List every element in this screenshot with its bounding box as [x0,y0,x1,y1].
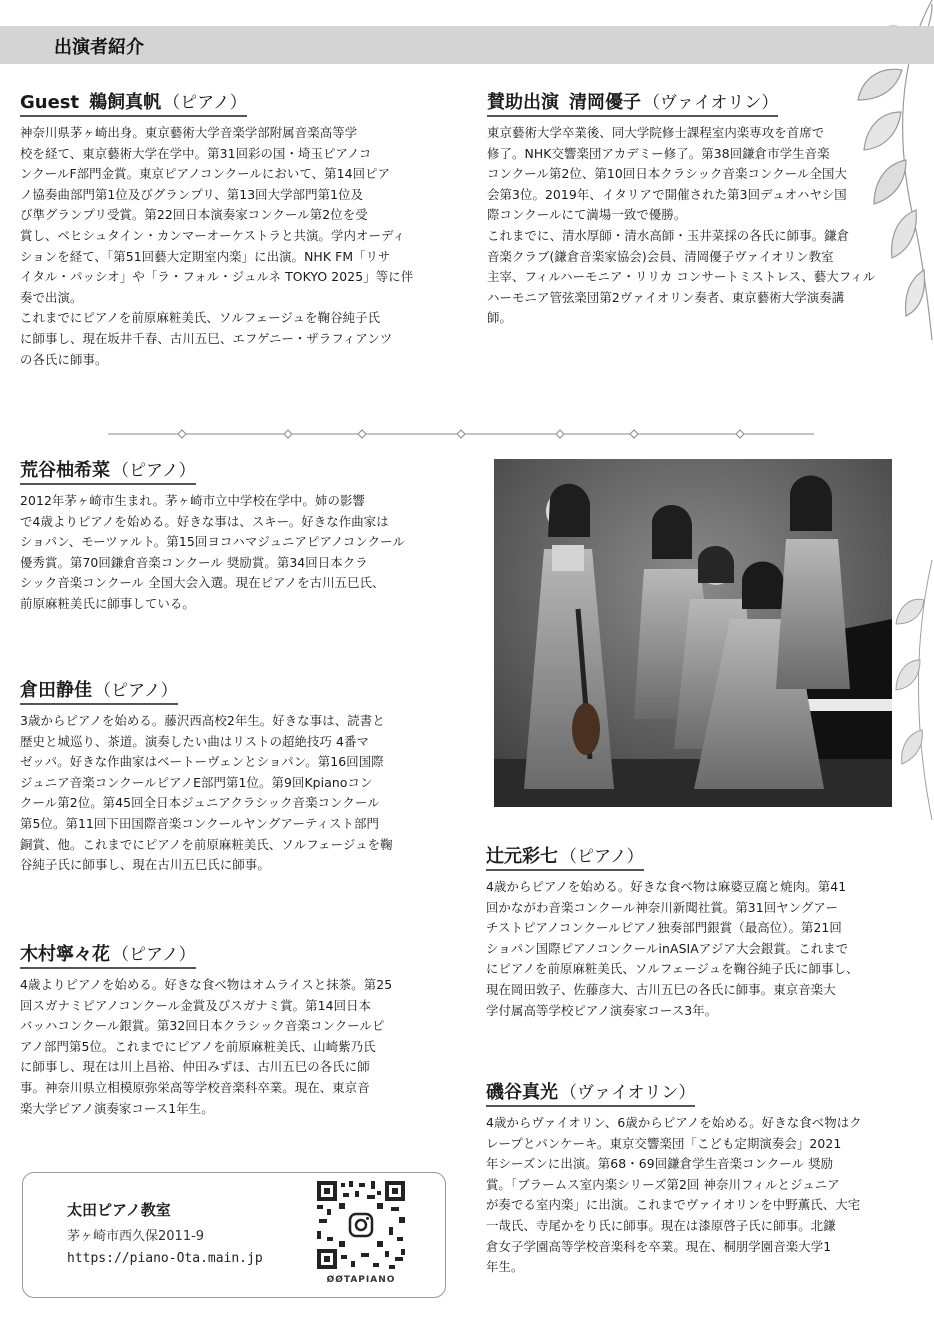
bio-line: アノ部門第5位。これまでにピアノを前原麻粧美氏、山崎紫乃氏 [20,1038,376,1054]
profile-bio [486,877,916,1021]
bio-line: 年生。 [486,1259,524,1275]
bio-line: 事。神奈川県立相模原弥栄高等学校音楽科卒業。現在、東京音 [20,1079,370,1095]
bio-line: に師事し、現在は川上昌裕、仲田みずほ、古川五巳の各氏に師 [20,1059,370,1075]
bio-line: ションを経て、「第51回藝大定期室内楽」に出演。NHK FM「リサ [20,248,391,264]
qr-label: ØØTAPIANO [326,1275,396,1285]
bio-line: ゼッパ。好きな作曲家はベートーヴェンとショパン。第16回国際 [20,754,384,770]
bio-line: 2012年茅ヶ崎市生まれ。茅ヶ崎市立中学校在学中。姉の影響 [20,493,365,508]
profile-name: 鵜飼真帆 [89,92,162,113]
profile-bio [20,123,450,370]
bio-line: 奏で出演。 [20,289,83,305]
school-address: 茅ヶ崎市西久保2011-9 [67,1229,205,1244]
profile-bio [486,1113,916,1278]
bio-line: 修了。NHK交響楽団アカデミー修了。第38回鎌倉市学生音楽 [487,145,830,161]
profile-name: 清岡優子 [569,92,641,113]
bio-line: ジュニア音楽コンクールピアノE部門第1位。第9回Kpianoコン [20,774,373,790]
bio-line: 3歳からピアノを始める。藤沢西高校2年生。好きな事は、読書と [20,713,385,728]
bio-line: これまでに、清水厚師・清水高師・玉井菜採の各氏に師事。鎌倉 [487,227,850,243]
profile-kurata [20,676,470,876]
bio-line: が奏でる室内楽」に出演。これまでヴァイオリンを中野薫氏、大宅 [486,1197,861,1213]
profile-bio [20,711,470,876]
profile-heading [20,940,196,969]
profile-name: 荒谷柚希菜 [20,460,110,481]
profile-bio [20,491,470,615]
profile-role: （ピアノ） [560,847,644,867]
profile-bio [20,975,470,1119]
bio-line: 主宰、フィルハーモニア・リリカ コンサートミストレス、藝大フィル [487,269,876,285]
bio-line: の各氏に師事。 [20,351,108,367]
profile-isoya [486,1078,916,1278]
leaf-decoration-icon [874,560,934,820]
bio-line: 歴史と城巡り、茶道。演奏したい曲はリストの超絶技巧 4番マ [20,733,370,749]
bio-line: イタル・パッシオ」や「ラ・フォル・ジュルネ TOKYO 2025」等に伴 [20,269,414,285]
profile-name: 磯谷真光 [486,1082,558,1103]
profile-heading [20,88,247,117]
bio-line: 現在岡田敦子、佐藤彦大、古川五巳の各氏に師事。東京音楽大 [486,981,836,997]
profile-bio [487,123,912,329]
profile-name: 辻元彩七 [486,846,558,867]
bio-line: 優秀賞。第70回鎌倉音楽コンクール 奨励賞。第34回日本クラ [20,554,368,570]
profile-araya [20,456,470,615]
bio-line: 校を経て、東京藝術大学在学中。第31回彩の国・埼玉ピアノコ [20,145,372,161]
bio-line: ショパン国際ピアノコンクールinASIAアジア大会銀賞。これまで [486,940,849,956]
bio-line: クール第2位。第45回全日本ジュニアクラシック音楽コンクール [20,795,380,811]
bio-line: 第5位。第11回下田国際音楽コンクールヤングアーティスト部門 [20,815,379,831]
profile-name: 倉田静佳 [20,680,92,701]
profile-role: （ピアノ） [163,93,247,113]
profile-name: 木村寧々花 [20,944,110,965]
bio-line: コンクール第2位、第10回日本クラシック音楽コンクール全国大 [487,166,847,182]
bio-line: ノ協奏曲部門第1位及びグランプリ、第13回大学部門第1位及 [20,186,364,202]
profile-role: （ピアノ） [94,681,178,701]
bio-line: 神奈川県茅ヶ崎出身。東京藝術大学音楽学部附属音楽高等学 [20,125,358,140]
profile-role: （ピアノ） [112,945,196,965]
bio-line: 倉女子学園高等学校音楽科を卒業。現在、桐朋学園音楽大学1 [486,1238,832,1254]
bio-line: これまでにピアノを前原麻粧美氏、ソルフェージュを鞠谷純子氏 [20,310,381,326]
bio-line: 4歳よりピアノを始める。好きな食べ物はオムライスと抹茶。第25 [20,977,393,992]
bio-line: 賞し、ベヒシュタイン・カンマーオーケストラと共演。学内オーディ [20,227,405,243]
bio-line: ンクールF部門金賞。東京ピアノコンクールにおいて、第14回ピア [20,166,391,182]
bio-line: 楽大学ピアノ演奏家コース1年生。 [20,1100,214,1116]
bio-line: に師事し、現在坂井千春、古川五巳、エフゲニー・ザラフィアンツ [20,330,393,346]
qr-code-icon[interactable] [315,1179,407,1271]
bio-line: で4歳よりピアノを始める。好きな事は、スキー。好きな作曲家は [20,513,389,529]
bio-line: バッハコンクール銀賞。第32回日本クラシック音楽コンクールピ [20,1018,385,1034]
bio-line: 東京藝術大学卒業後、同大学院修士課程室内楽専攻を首席で [487,125,825,140]
profile-role: （ピアノ） [112,461,196,481]
bio-line: シック音楽コンクール 全国大会入選。現在ピアノを古川五巳氏、 [20,575,385,591]
contact-box [22,1172,446,1298]
bio-line: レープとパンケーキ。東京交響楽団「こども定期演奏会」2021 [486,1135,842,1151]
profile-heading [20,676,178,705]
bio-line: 年シーズンに出演。第68・69回鎌倉学生音楽コンクール 奨励 [486,1156,834,1172]
profile-role: （ヴァイオリン） [643,93,779,113]
profile-prefix: Guest [20,92,80,113]
bio-line: チストピアノコンクールピアノ独奏部門銀賞（最高位）。第21回 [486,920,842,936]
bio-line: 師。 [487,310,512,326]
bio-line: 賞。「ブラームス室内楽シリーズ第2回 神奈川フィルとジュニア [486,1176,840,1192]
bio-line: ショパン、モーツァルト。第15回ヨコハマジュニアピアノコンクール [20,534,405,550]
bio-line: 際コンクールにて満場一致で優勝。 [487,207,687,223]
profile-heading [486,842,644,871]
profile-kiyooka [487,88,912,329]
ornamental-divider [108,428,814,440]
bio-line: 前原麻粧美氏に師事している。 [20,595,195,611]
bio-line: 会第3位。2019年、イタリアで開催された第3回デュオハヤシ国 [487,186,847,202]
profile-kimura [20,940,470,1119]
bio-line: 4歳からピアノを始める。好きな食べ物は麻婆豆腐と焼肉。第41 [486,879,847,894]
profile-heading [20,456,196,485]
profile-ukai [20,88,450,370]
bio-line: ハーモニア管弦楽団第2ヴァイオリン奏者、東京藝術大学演奏講 [487,289,845,305]
bio-line: 4歳からヴァイオリン、6歳からピアノを始める。好きな食べ物はク [486,1115,862,1130]
school-name: 太田ピアノ教室 [67,1201,171,1219]
profile-tsujimoto [486,842,916,1021]
profile-heading [486,1078,695,1107]
bio-line: 谷純子氏に師事し、現在古川五巳氏に師事。 [20,857,270,873]
bio-line: にピアノを前原麻粧美氏、ソルフェージュを鞠谷純子氏に師事し、 [486,961,859,977]
profile-prefix: 賛助出演 [487,92,559,113]
bio-line: 回スガナミピアノコンクール金賞及びスガナミ賞。第14回日本 [20,997,372,1013]
bio-line: 回かながわ音楽コンクール神奈川新聞社賞。第31回ヤングアー [486,899,838,915]
bio-line: 学付属高等学校ピアノ演奏家コース3年。 [486,1002,718,1018]
school-url[interactable]: https://piano-Ota.main.jp [67,1251,263,1266]
bio-line: 一哉氏、寺尾かをり氏に師事。現在は漆原啓子氏に師事。北鎌 [486,1217,836,1233]
section-title: 出演者紹介 [54,37,144,58]
bio-line: 音楽クラブ(鎌倉音楽家協会)会員、清岡優子ヴァイオリン教室 [487,248,834,264]
bio-line: 銅賞、他。これまでにピアノを前原麻粧美氏、ソルフェージュを鞠 [20,836,393,852]
group-photo-icon [494,459,892,807]
group-photo [494,459,892,807]
profile-role: （ヴァイオリン） [560,1083,696,1103]
profile-heading [487,88,778,117]
bio-line: び準グランプリ受賞。第22回日本演奏家コンクール第2位を受 [20,207,368,223]
